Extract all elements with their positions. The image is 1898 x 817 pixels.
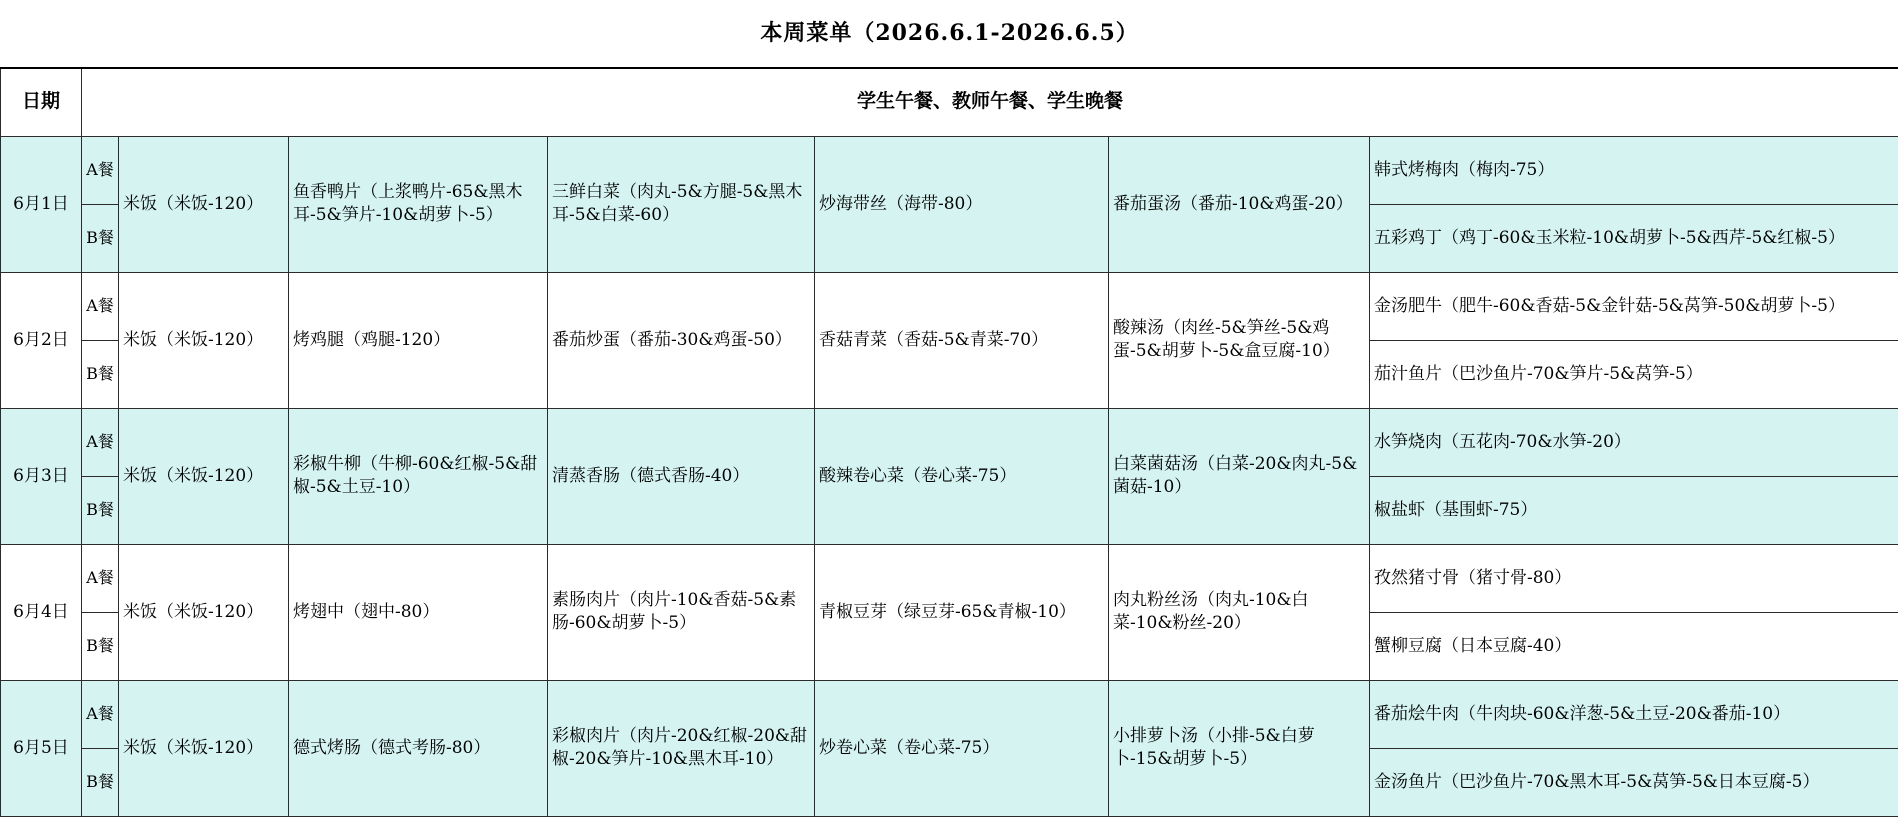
option-a-dish-cell: 孜然猪寸骨（猪寸骨-80）: [1370, 544, 1898, 612]
main-dish-cell: 鱼香鸭片（上浆鸭片-65&黑木耳-5&笋片-10&胡萝卜-5）: [289, 136, 548, 272]
option-a-dish-cell: 水笋烧肉（五花肉-70&水笋-20）: [1370, 408, 1898, 476]
side-dish-1-cell: 番茄炒蛋（番茄-30&鸡蛋-50）: [548, 272, 815, 408]
staple-cell: 米饭（米饭-120）: [119, 544, 289, 680]
meals-column-header: 学生午餐、教师午餐、学生晚餐: [82, 68, 1898, 136]
option-a-label: A餐: [82, 680, 119, 748]
option-b-label: B餐: [82, 204, 119, 272]
option-b-dish-cell: 椒盐虾（基围虾-75）: [1370, 476, 1898, 544]
main-dish-cell: 烤鸡腿（鸡腿-120）: [289, 272, 548, 408]
date-column-header: 日期: [1, 68, 82, 136]
side-dish-1-cell: 清蒸香肠（德式香肠-40）: [548, 408, 815, 544]
option-a-label: A餐: [82, 544, 119, 612]
side-dish-2-cell: 香菇青菜（香菇-5&青菜-70）: [815, 272, 1109, 408]
side-dish-1-cell: 素肠肉片（肉片-10&香菇-5&素肠-60&胡萝卜-5）: [548, 544, 815, 680]
side-dish-1-cell: 三鲜白菜（肉丸-5&方腿-5&黑木耳-5&白菜-60）: [548, 136, 815, 272]
side-dish-2-cell: 酸辣卷心菜（卷心菜-75）: [815, 408, 1109, 544]
date-cell: 6月5日: [1, 680, 82, 816]
staple-cell: 米饭（米饭-120）: [119, 408, 289, 544]
option-b-dish-cell: 金汤鱼片（巴沙鱼片-70&黑木耳-5&莴笋-5&日本豆腐-5）: [1370, 748, 1898, 816]
option-b-label: B餐: [82, 340, 119, 408]
main-dish-cell: 德式烤肠（德式考肠-80）: [289, 680, 548, 816]
option-b-dish-cell: 五彩鸡丁（鸡丁-60&玉米粒-10&胡萝卜-5&西芹-5&红椒-5）: [1370, 204, 1898, 272]
staple-cell: 米饭（米饭-120）: [119, 272, 289, 408]
soup-cell: 番茄蛋汤（番茄-10&鸡蛋-20）: [1109, 136, 1370, 272]
staple-cell: 米饭（米饭-120）: [119, 680, 289, 816]
side-dish-2-cell: 青椒豆芽（绿豆芽-65&青椒-10）: [815, 544, 1109, 680]
date-cell: 6月2日: [1, 272, 82, 408]
soup-cell: 白菜菌菇汤（白菜-20&肉丸-5&菌菇-10）: [1109, 408, 1370, 544]
date-cell: 6月3日: [1, 408, 82, 544]
soup-cell: 小排萝卜汤（小排-5&白萝卜-15&胡萝卜-5）: [1109, 680, 1370, 816]
option-b-dish-cell: 蟹柳豆腐（日本豆腐-40）: [1370, 612, 1898, 680]
date-cell: 6月1日: [1, 136, 82, 272]
main-dish-cell: 彩椒牛柳（牛柳-60&红椒-5&甜椒-5&土豆-10）: [289, 408, 548, 544]
table-row: [1, 408, 1898, 476]
date-cell: 6月4日: [1, 544, 82, 680]
table-row: [1, 272, 1898, 340]
main-dish-cell: 烤翅中（翅中-80）: [289, 544, 548, 680]
option-b-label: B餐: [82, 612, 119, 680]
option-a-label: A餐: [82, 136, 119, 204]
option-a-dish-cell: 番茄烩牛肉（牛肉块-60&洋葱-5&土豆-20&番茄-10）: [1370, 680, 1898, 748]
table-row: [1, 136, 1898, 204]
side-dish-2-cell: 炒海带丝（海带-80）: [815, 136, 1109, 272]
option-b-dish-cell: 茄汁鱼片（巴沙鱼片-70&笋片-5&莴笋-5）: [1370, 340, 1898, 408]
option-a-label: A餐: [82, 408, 119, 476]
side-dish-2-cell: 炒卷心菜（卷心菜-75）: [815, 680, 1109, 816]
option-b-label: B餐: [82, 748, 119, 816]
option-a-dish-cell: 韩式烤梅肉（梅肉-75）: [1370, 136, 1898, 204]
side-dish-1-cell: 彩椒肉片（肉片-20&红椒-20&甜椒-20&笋片-10&黑木耳-10）: [548, 680, 815, 816]
table-row: [1, 680, 1898, 748]
soup-cell: 酸辣汤（肉丝-5&笋丝-5&鸡蛋-5&胡萝卜-5&盒豆腐-10）: [1109, 272, 1370, 408]
option-a-label: A餐: [82, 272, 119, 340]
option-b-label: B餐: [82, 476, 119, 544]
table-row: [1, 544, 1898, 612]
page-title: 本周菜单（2026.6.1-2026.6.5）: [1, 0, 1898, 68]
soup-cell: 肉丸粉丝汤（肉丸-10&白菜-10&粉丝-20）: [1109, 544, 1370, 680]
option-a-dish-cell: 金汤肥牛（肥牛-60&香菇-5&金针菇-5&莴笋-50&胡萝卜-5）: [1370, 272, 1898, 340]
staple-cell: 米饭（米饭-120）: [119, 136, 289, 272]
